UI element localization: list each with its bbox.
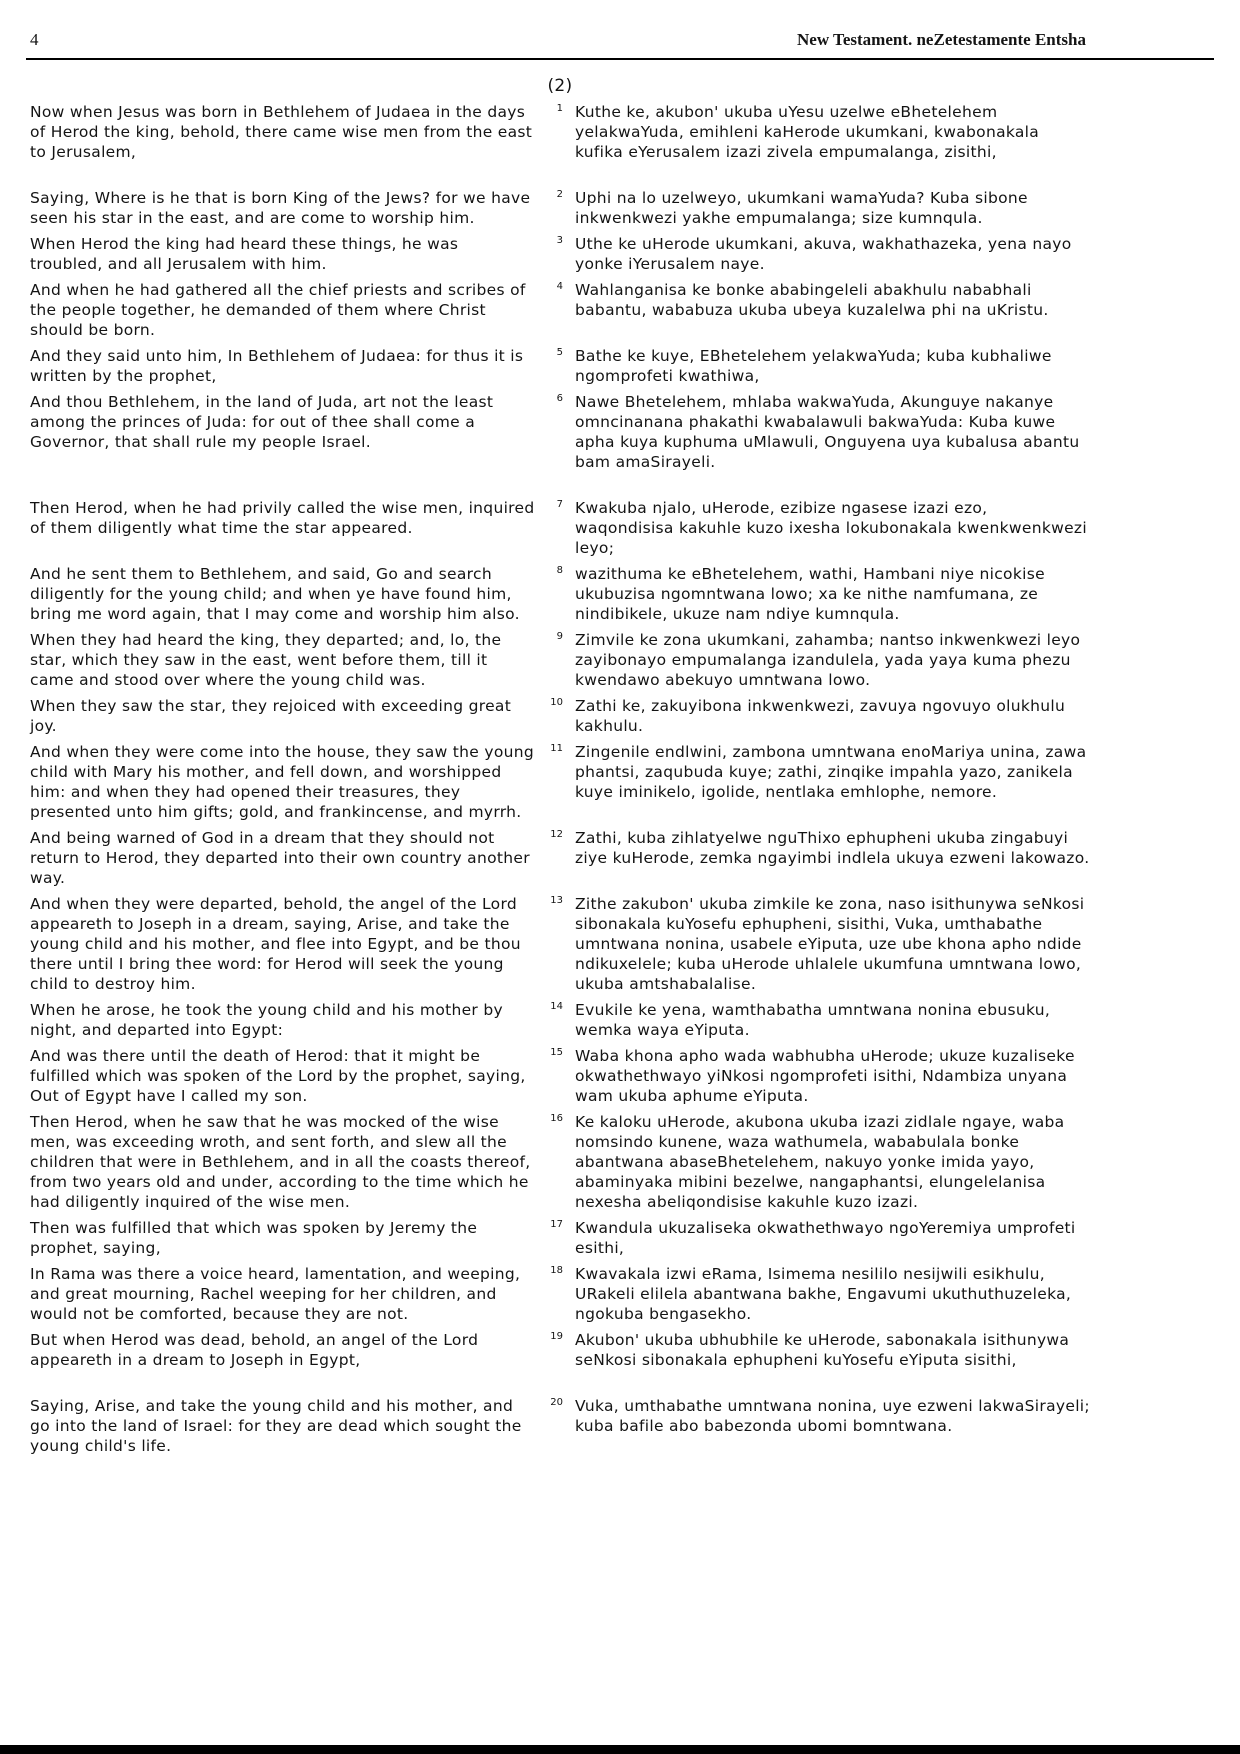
verse-text-xhosa: Evukile ke yena, wamthabatha umntwana nonina ebusuku, wemka waya eYiputa. <box>575 1001 1051 1039</box>
verse-row <box>30 280 1090 340</box>
verse-number: 12 <box>550 829 563 840</box>
verse-text-english: Saying, Arise, and take the young child and his mother, and go into the land of Israel: for they are dead which sought the young child's life. <box>30 1397 522 1455</box>
verse-text-xhosa: Wahlanganisa ke bonke ababingeleli abakhulu nababhali babantu, wababuza ukuba ubeya kuzalelwa phi na uKristu. <box>575 281 1049 319</box>
verse-row <box>30 1264 1090 1324</box>
page-number: 4 <box>30 30 39 49</box>
verse-text-xhosa: Nawe Bhetelehem, mhlaba wakwaYuda, Akunguye nakanye omncinanana phakathi kwabalawuli bakwaYuda: Kuba kuwe apha kuya kuphuma uMlawuli, Onguyena uya kubalusa abantu bam amaSirayeli. <box>575 393 1080 471</box>
verses-container <box>0 102 1240 1522</box>
verse-number: 18 <box>550 1265 563 1276</box>
verse-row <box>30 742 1090 822</box>
verse-text-english: And he sent them to Bethlehem, and said, Go and search diligently for the young child; and when ye have found him, bring me word again, that I may come and worship him also. <box>30 565 520 623</box>
verse-number: 20 <box>550 1397 563 1408</box>
verse-text-xhosa: Akubon' ukuba ubhubhile ke uHerode, sabonakala isithunywa seNkosi sibonakala ephupheni kuYosefu eYiputa sisithi, <box>575 1331 1070 1369</box>
verse-row <box>30 630 1090 690</box>
verse-text-xhosa: Kwavakala izwi eRama, Isimema nesililo nesijwili esikhulu, URakeli elilela abantwana bakhe, Engavumi ukuthuthuzeleka, ngokuba bengasekho. <box>575 1265 1072 1323</box>
verse-text-english: Then was fulfilled that which was spoken by Jeremy the prophet, saying, <box>30 1219 478 1257</box>
header-rule <box>26 58 1214 60</box>
verse-text-english: When Herod the king had heard these things, he was troubled, and all Jerusalem with him. <box>30 235 459 273</box>
verse-row <box>30 828 1090 888</box>
verse-text-english: In Rama was there a voice heard, lamentation, and weeping, and great mourning, Rachel weeping for her children, and would not be comforted, because they are not. <box>30 1265 521 1323</box>
verse-number: 3 <box>556 235 563 246</box>
verse-number: 16 <box>550 1113 563 1124</box>
verse-text-xhosa: Vuka, umthabathe umntwana nonina, uye ezweni lakwaSirayeli; kuba bafile abo babezonda ubomi bomntwana. <box>575 1397 1090 1435</box>
verse-text-english: Now when Jesus was born in Bethlehem of Judaea in the days of Herod the king, behold, there came wise men from the east to Jerusalem, <box>30 103 533 161</box>
verse-text-english: And when he had gathered all the chief priests and scribes of the people together, he demanded of them where Christ should be born. <box>30 281 526 339</box>
verse-text-xhosa: Kuthe ke, akubon' ukuba uYesu uzelwe eBhetelehem yelakwaYuda, emihleni kaHerode ukumkani, kwabonakala kufika eYerusalem izazi zivela empumalanga, zisithi, <box>575 103 1040 161</box>
verse-row <box>30 346 1090 386</box>
verse-number: 15 <box>550 1047 563 1058</box>
chapter-heading: (2) <box>547 76 573 96</box>
verse-number: 7 <box>556 499 563 510</box>
verse-text-xhosa: Uthe ke uHerode ukumkani, akuva, wakhathazeka, yena nayo yonke iYerusalem naye. <box>575 235 1072 273</box>
verse-number: 19 <box>550 1331 563 1342</box>
verse-row <box>30 894 1090 994</box>
footer-bar <box>0 1745 1240 1754</box>
verse-text-xhosa: Zithe zakubon' ukuba zimkile ke zona, naso isithunywa seNkosi sibonakala kuYosefu ephupheni, sisithi, Vuka, umthabathe umntwana nonina, usabele eYiputa, uze ube khona apho ndide ndikuxelele; kuba uHerode uhlalele ukumfuna umntwana lowo, ukuba amtshabalalise. <box>575 895 1085 993</box>
page-header <box>0 0 1240 58</box>
verse-row <box>30 1046 1090 1106</box>
verse-number: 11 <box>550 743 563 754</box>
verse-text-xhosa: Bathe ke kuye, EBhetelehem yelakwaYuda; kuba kubhaliwe ngomprofeti kwathiwa, <box>575 347 1052 385</box>
verse-text-english: Saying, Where is he that is born King of the Jews? for we have seen his star in the east, and are come to worship him. <box>30 189 531 227</box>
verse-row <box>30 188 1090 228</box>
verse-number: 13 <box>550 895 563 906</box>
verse-text-english: Then Herod, when he saw that he was mocked of the wise men, was exceeding wroth, and sent forth, and slew all the children that were in Bethlehem, and in all the coasts thereof, from two years old and under, according to the time which he had diligently inquired of the wise men. <box>30 1113 531 1211</box>
verse-number: 2 <box>556 189 563 200</box>
verse-text-english: And when they were come into the house, they saw the young child with Mary his mother, and fell down, and worshipped him: and when they had opened their treasures, they presented unto him gifts; gold, and frankincense, and myrrh. <box>30 743 534 821</box>
verse-row <box>30 1330 1090 1370</box>
verse-text-english: When they had heard the king, they departed; and, lo, the star, which they saw in the east, went before them, till it came and stood over where the young child was. <box>30 631 502 689</box>
verse-number: 10 <box>550 697 563 708</box>
verse-row <box>30 234 1090 274</box>
verse-number: 9 <box>556 631 563 642</box>
verse-text-xhosa: Zathi ke, zakuyibona inkwenkwezi, zavuya ngovuyo olukhulu kakhulu. <box>575 697 1066 735</box>
verse-number: 1 <box>556 103 563 114</box>
verse-number: 17 <box>550 1219 563 1230</box>
verse-row <box>30 1112 1090 1212</box>
verse-text-xhosa: Ke kaloku uHerode, akubona ukuba izazi zidlale ngaye, waba nomsindo kunene, waza wathumela, wababulala bonke abantwana abaseBhetelehem, nakuyo yonke imida yayo, abaminyaka mibini bezelwe, nangaphantsi, elungelelanisa nexesha abeliqondisise kakuhle kuzo izazi. <box>575 1113 1065 1211</box>
verse-number: 4 <box>556 281 563 292</box>
page-header-title: New Testament. neZetestamente Entsha <box>797 30 1086 49</box>
verse-text-xhosa: wazithuma ke eBhetelehem, wathi, Hambani niye nicokise ukubuzisa ngomntwana lowo; xa ke nithe namfumana, ze nindibikele, ukuze nam ndiye kumnqula. <box>575 565 1045 623</box>
verse-text-english: And they said unto him, In Bethlehem of Judaea: for thus it is written by the prophet, <box>30 347 524 385</box>
verse-number: 14 <box>550 1001 563 1012</box>
verse-text-english: When he arose, he took the young child and his mother by night, and departed into Egypt: <box>30 1001 503 1039</box>
verse-number: 8 <box>556 565 563 576</box>
verse-text-english: And being warned of God in a dream that they should not return to Herod, they departed into their own country another way. <box>30 829 530 887</box>
verse-number: 6 <box>556 393 563 404</box>
verse-row <box>30 498 1090 558</box>
verse-row <box>30 1218 1090 1258</box>
verse-text-xhosa: Waba khona apho wada wabhubha uHerode; ukuze kuzaliseke okwathethwayo yiNkosi ngomprofeti isithi, Ndambiza unyana wam ukuba aphume eYiputa. <box>575 1047 1075 1105</box>
verse-text-xhosa: Zathi, kuba zihlatyelwe nguThixo ephupheni ukuba zingabuyi ziye kuHerode, zemka ngayimbi indlela ukuya ezweni lakowazo. <box>575 829 1090 867</box>
verse-row <box>30 1396 1090 1456</box>
verse-row <box>30 564 1090 624</box>
verse-text-xhosa: Kwandula ukuzaliseka okwathethwayo ngoYeremiya umprofeti esithi, <box>575 1219 1076 1257</box>
verse-text-english: And when they were departed, behold, the angel of the Lord appeareth to Joseph in a dream, saying, Arise, and take the young child and his mother, and flee into Egypt, and be thou there until I bring thee word: for Herod will seek the young child to destroy him. <box>30 895 521 993</box>
verse-text-english: But when Herod was dead, behold, an angel of the Lord appeareth in a dream to Joseph in Egypt, <box>30 1331 479 1369</box>
verse-text-english: And thou Bethlehem, in the land of Juda, art not the least among the princes of Juda: for out of thee shall come a Governor, that shall rule my people Israel. <box>30 393 494 451</box>
verse-row <box>30 392 1090 472</box>
verse-number: 5 <box>556 347 563 358</box>
verse-text-xhosa: Uphi na lo uzelweyo, ukumkani wamaYuda? Kuba sibone inkwenkwezi yakhe empumalanga; size kumnqula. <box>575 189 1028 227</box>
verse-row <box>30 102 1090 162</box>
verse-text-english: And was there until the death of Herod: that it might be fulfilled which was spoken of the Lord by the prophet, saying, Out of Egypt have I called my son. <box>30 1047 526 1105</box>
verse-text-english: When they saw the star, they rejoiced with exceeding great joy. <box>30 697 512 735</box>
verse-text-xhosa: Zingenile endlwini, zambona umntwana enoMariya unina, zawa phantsi, zaqubuda kuye; zathi, zinqike impahla yazo, zanikela kuye iminikelo, igolide, nentlaka emhlophe, nemore. <box>575 743 1087 801</box>
verse-text-english: Then Herod, when he had privily called the wise men, inquired of them diligently what time the star appeared. <box>30 499 535 537</box>
verse-text-xhosa: Kwakuba njalo, uHerode, ezibize ngasese izazi ezo, waqondisisa kakuhle kuzo ixesha lokubonakala kwenkwenkwezi leyo; <box>575 499 1087 557</box>
verse-row <box>30 696 1090 736</box>
verse-text-xhosa: Zimvile ke zona ukumkani, zahamba; nantso inkwenkwezi leyo zayibonayo empumalanga izandulela, yada yaya kuma phezu kwendawo abekuyo umntwana lowo. <box>575 631 1081 689</box>
verse-row <box>30 1000 1090 1040</box>
